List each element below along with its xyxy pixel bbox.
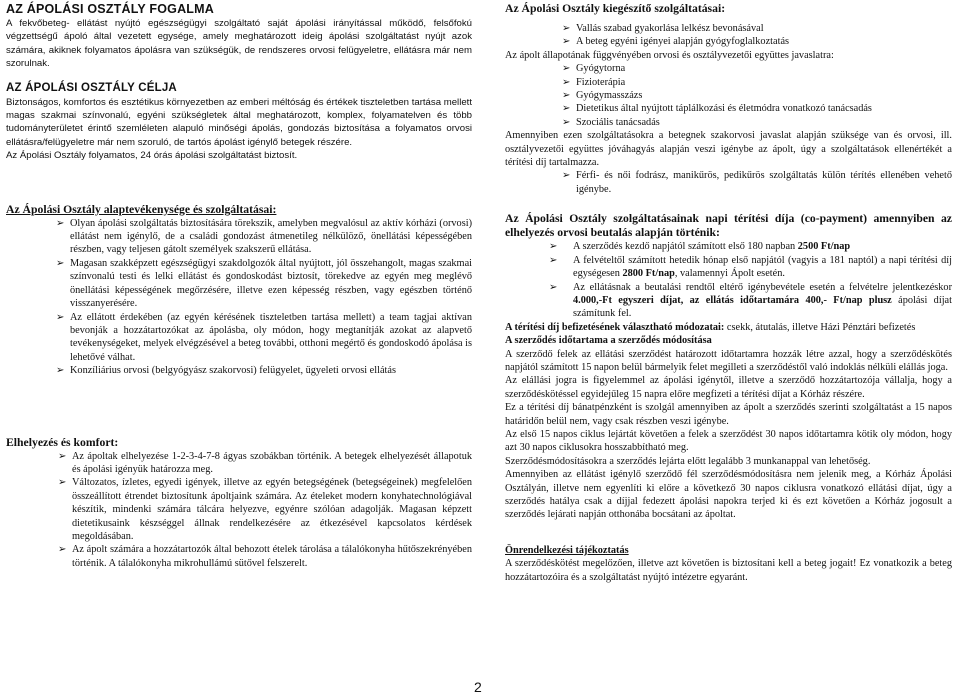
contract-paragraph: Ez a térítési díj bánatpénzként is szolgál amennyiben az ápolt a szerződés szerinti szolgáltatást a 15 napos határidőn belül nem, vagy csak részben veszi igénybe. [505, 402, 952, 427]
definition-text: A fekvőbeteg- ellátást nyújtó egészségügyi szolgáltató saját ápolási irányítással működő, felsőfokú végzettségű ápoló által vezetett egysége, amely meghatározott ideig ápolási szolgáltatást nyújt azok számára, akiknek folyamatos ápolásra van szükségük, de rendszeres orvosi felügyeletre, ellátásra már nem szorulnak. [6, 18, 472, 70]
left-column [6, 2, 472, 570]
cost-note: Amennyiben ezen szolgáltatásokra a betegnek szakorvosi javaslat alapján szüksége van és orvosi, ill. osztályvezetői együttes jóváhagyás alapján veszi igénybe az ápolt, úgy a szolgáltatások ellenértékét a térítési díj tartalmazza. [505, 130, 952, 169]
contract-paragraph: Amennyiben az ellátást igénylő szerződő fél szerződésmódosításra nem jelenik meg, a Kórház Ápolási Osztályán, illetve nem egyenlíti ki előre a következő 30 napos ciklusra vonatkozó ellátási díjat, úgy a szerződés hatálya csak a díjjal fedezett ápolási napokra terjed ki és ezt követően a Kórház jogosult a szerződés lejárati napján otthonába bocsátani az ápoltat. [505, 469, 952, 521]
contract-paragraph: A szerződő felek az ellátási szerződést határozott időtartamra hozzák létre azzal, hogy a szerződéskötés napjától számított 15 napon belül bármelyik felet megilleti a szerződéstől való indoklás nélküli elállás joga. [505, 348, 952, 373]
recommendation-line: Az ápolt állapotának függvényében orvosi és osztályvezetői együttes javaslatra: [505, 49, 834, 61]
list-item: ➢ Az ápolt számára a hozzátartozók által behozott ételek tárolása a tálalókonyha hűtőszekrényében történik. A tálalókonyha mikrohullámú sütővel felszerelt. [58, 544, 472, 569]
arrow-bullet-icon: ➢ [549, 281, 558, 293]
arrow-bullet-icon: ➢ [549, 254, 558, 266]
accommodation-list [6, 450, 472, 571]
core-services-list [6, 217, 472, 378]
goal-text-24h: Az Ápolási Osztály folyamatos, 24 órás ápolási szolgáltatást biztosít. [6, 150, 298, 162]
list-item: ➢ Konzíliárius orvosi (belgyógyász szakorvosi) felügyelet, ügyeleti orvosi ellátás [56, 365, 396, 377]
list-item: ➢ Gyógymasszázs [562, 90, 643, 102]
payment-methods: A térítési díj befizetésének választható módozatai: csekk, átutalás, illetve Házi Pénztári befizetés [505, 321, 916, 333]
arrow-bullet-icon: ➢ [562, 23, 571, 34]
list-item: ➢ Olyan ápolási szolgáltatás biztosítására törekszik, amelyben megvalósul az aktív kórházi (orvosi) ellátást nem igénylő, de a családi gondozást átmenetileg nélkülöző, önellátási képességében részben, vagy teljesen gátolt személyek szakszerű ellátása. [56, 217, 472, 256]
arrow-bullet-icon: ➢ [562, 76, 571, 88]
list-item: ➢ A felvételtől számított hetedik hónap első napjától (vagyis a 181 naptól) a napi térítési díj egységesen 2800 Ft/nap, valamennyi Ápolt esetén. [549, 254, 952, 280]
arrow-bullet-icon: ➢ [56, 257, 65, 269]
arrow-bullet-icon: ➢ [562, 103, 571, 115]
arrow-bullet-icon: ➢ [58, 477, 67, 489]
section-title-accommodation: Elhelyezés és komfort: [6, 435, 119, 449]
arrow-bullet-icon: ➢ [562, 36, 571, 48]
section-title-goal: AZ ÁPOLÁSI OSZTÁLY CÉLJA [6, 81, 177, 94]
arrow-bullet-icon: ➢ [562, 116, 571, 128]
self-determination-text: A szerződéskötést megelőzően, illetve azt követően is biztosítani kell a beteg jogait! Ez vonatkozik a beteg hozzátartozóira és a szolgáltatást nyújtó intézetre egyaránt. [505, 558, 952, 583]
contract-paragraph: Szerződésmódosításokra a szerződés lejárta előtt legalább 3 munkanappal van lehetőség. [505, 455, 871, 467]
list-item: ➢ Változatos, ízletes, egyedi igények, illetve az egyén betegségének (betegségeinek) megfelelően összeállított étrendet biztosítunk ápoltjaink számára. Az ételeket modern konyhatechnológiával készítik, mindenki számára tálcára helyezve, egyénre szólóan adagolják. Magasan képzett dietetikusaink készséggel állnak rendelkezésére az étkezésével kapcsolatos kérdések megoldásában. [58, 477, 472, 542]
section-title-daily-fee: Az Ápolási Osztály szolgáltatásainak napi térítési díja (co-payment) amennyiben az elhelyezés orvosi beutalás alapján történik: [505, 212, 952, 240]
arrow-bullet-icon: ➢ [562, 63, 571, 75]
list-item: ➢ Magasan szakképzett egészségügyi szakdolgozók által nyújtott, jól összehangolt, magas szakmai színvonalú testi és lelki ellátást és gondoskodást biztosít, törekedve az egyén meg meglévő önellátási képességének megőrzésére, illetve ezen képesség részben, vagy egészben történő visszanyerésére. [56, 257, 472, 310]
contract-paragraph: Az elállási jogra is figyelemmel az ápolási igénytől, illetve a szerződő hozzátartozója vállalja, hogy a szerződéskötéssel egyidejűleg 15 napra előre megfizeti a térítési díjat a Kórház részére. [505, 375, 952, 400]
list-item: ➢ A szerződés kezdő napjától számított első 180 napban 2500 Ft/nap [549, 241, 851, 253]
contract-paragraphs [505, 348, 952, 522]
extra-services [505, 22, 952, 196]
page-number: 2 [474, 679, 482, 695]
list-item: ➢ A beteg egyéni igényei alapján gyógyfoglalkoztatás [562, 36, 790, 48]
arrow-bullet-icon: ➢ [562, 90, 571, 102]
list-item: ➢ Szociális tanácsadás [562, 116, 660, 128]
list-item: ➢ Férfi- és női fodrász, manikűrös, pedikűrös szolgáltatás külön térítés ellenében vehető igénybe. [562, 170, 952, 195]
arrow-bullet-icon: ➢ [56, 365, 65, 377]
list-item: ➢ Az ellátásnak a beutalási rendtől eltérő igénybevétele esetén a felvételre jelentkezéskor 4.000,-Ft egyszeri díjat, az ellátás időtartamára 400,- Ft/nap plusz ápolási díjat számítunk fel. [549, 281, 952, 320]
arrow-bullet-icon: ➢ [562, 170, 571, 182]
fee-list [505, 240, 952, 320]
arrow-bullet-icon: ➢ [549, 241, 558, 253]
list-item: ➢ Az ápoltak elhelyezése 1-2-3-4-7-8 ágyas szobákban történik. A betegek elhelyezését állapotuk és ápolási igényük határozza meg. [58, 450, 472, 475]
list-item: ➢ Dietetikus által nyújtott táplálkozási és életmódra vonatkozó tanácsadás [562, 103, 872, 115]
arrow-bullet-icon: ➢ [58, 450, 67, 462]
section-title-self-determination: Önrendelkezési tájékoztatás [505, 544, 629, 556]
section-title-definition: AZ ÁPOLÁSI OSZTÁLY FOGALMA [6, 2, 214, 16]
list-item: ➢ Az ellátott érdekében (az egyén kérésének tiszteletben tartása mellett) a team tagjai aktívan bevonják a hozzátartozókat az ápolásba, oly módon, hogy megtanítják azokat az alapvető tevékenységeket, melyek elvégzésével a beteg további, otthoni megértő és gondoskodó ápolása is lehetővé válhat. [56, 311, 472, 363]
right-column [505, 2, 952, 584]
list-item: ➢ Gyógytorna [562, 63, 626, 75]
contract-paragraph: Az első 15 napos ciklus lejártát követően a felek a szerződést 30 napos időtartamra kötik oly módon, hogy azt 30 napos ciklusokra hosszabbítható meg. [505, 428, 952, 454]
arrow-bullet-icon: ➢ [58, 544, 67, 556]
section-title-core-services: Az Ápolási Osztály alaptevékenysége és szolgáltatásai: [6, 202, 277, 216]
goal-text: Biztonságos, komfortos és esztétikus környezetben az emberi méltóság és értékek tiszteletben tartása mellett magas szakmai színvonalú, egyéni szükségletek által meghatározott, komplex, folyamatelven és több tudományterületet érintő szemléleten alapuló minőségi ápolás, gondozás biztosítása a folyamatos orvosi ellátásra/felügyeletre már nem szoruló, de tartós ápolást igénylő betegek részére. [6, 96, 472, 148]
arrow-bullet-icon: ➢ [56, 217, 65, 229]
arrow-bullet-icon: ➢ [56, 311, 65, 323]
contract-title: A szerződés időtartama a szerződés módosítása [505, 335, 712, 347]
section-title-extra-services: Az Ápolási Osztály kiegészítő szolgáltatásai: [505, 2, 726, 15]
list-item: ➢ Fizioterápia [562, 76, 626, 88]
list-item: ➢ Vallás szabad gyakorlása lelkész bevonásával [562, 23, 764, 34]
